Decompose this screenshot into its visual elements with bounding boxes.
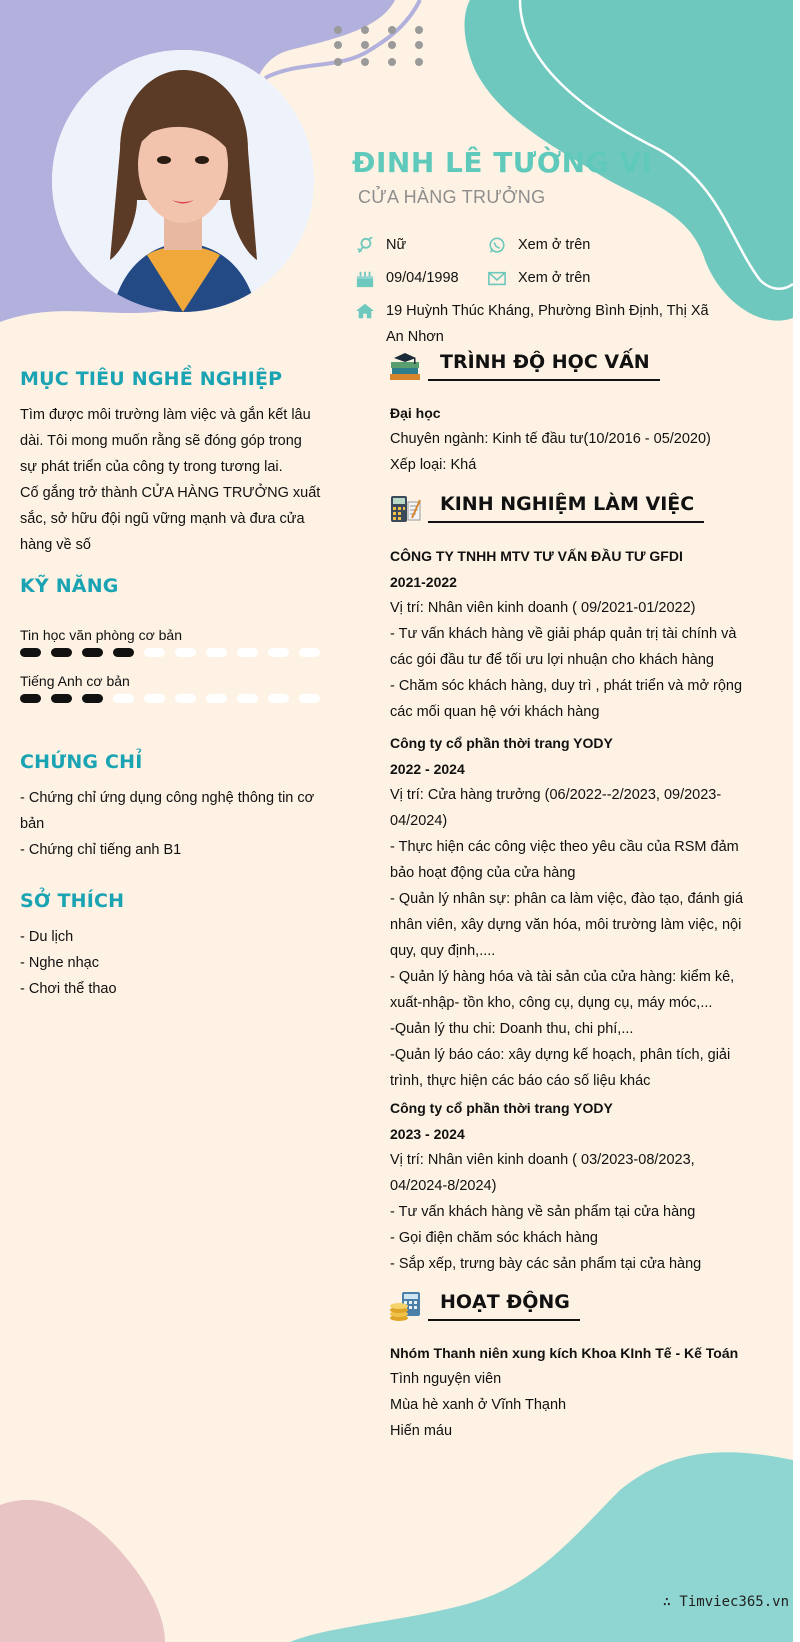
skill-level-bar xyxy=(20,694,320,703)
gender-icon xyxy=(354,237,376,255)
job-title: CỬA HÀNG TRƯỞNG xyxy=(358,187,546,207)
objective-line: Cố gắng trở thành CỬA HÀNG TRƯỞNG xuất xyxy=(20,485,321,501)
objective-line: sắc, sở hữu đội ngũ vững mạnh và đưa cửa xyxy=(20,511,305,527)
objective-line: dài. Tôi mong muốn rằng sẽ đóng góp trong xyxy=(20,433,302,449)
skill-dot-empty xyxy=(175,648,196,657)
phone-icon xyxy=(486,237,508,255)
address-row xyxy=(354,302,709,350)
experience-header xyxy=(388,492,704,524)
certificate-line: - Chứng chỉ tiếng anh B1 xyxy=(20,842,182,858)
hobby-line: - Chơi thể thao xyxy=(20,981,117,997)
certificate-line: - Chứng chỉ ứng dụng công nghệ thông tin cơ xyxy=(20,790,315,806)
hobby-line: - Du lịch xyxy=(20,929,74,945)
job-line: - Quản lý hàng hóa và tài sản của cửa hàng: kiểm kê, xyxy=(390,969,735,985)
books-icon xyxy=(388,350,422,382)
birthday-value: 09/04/1998 xyxy=(386,270,459,286)
grade: Xếp loại: Khá xyxy=(390,457,477,473)
skill-dot-empty xyxy=(237,694,258,703)
skill-dot-empty xyxy=(144,694,165,703)
skill-dot-empty xyxy=(144,648,165,657)
job-line: bảo hoạt động của cửa hàng xyxy=(390,865,576,881)
job-line: 04/2024) xyxy=(390,813,448,829)
education-body xyxy=(390,400,760,478)
skill-name: Tiếng Anh cơ bản xyxy=(20,673,130,689)
job-line: - Thực hiện các công việc theo yêu cầu của RSM đảm xyxy=(390,839,739,855)
skill-dot-empty xyxy=(206,694,227,703)
activity-line: Mùa hè xanh ở Vĩnh Thạnh xyxy=(390,1397,567,1413)
skill-dot-filled xyxy=(51,694,72,703)
pink-blob xyxy=(0,1500,165,1642)
certificates-heading: CHỨNG CHỈ xyxy=(20,751,143,773)
job-entry xyxy=(390,1095,760,1277)
skill-name: Tin học văn phòng cơ bản xyxy=(20,627,182,643)
teal-bottom-blob xyxy=(290,1452,793,1642)
job-line: quy, quy định,.... xyxy=(390,943,496,959)
coins-calculator-icon xyxy=(388,1290,422,1322)
address-line-1: 19 Huỳnh Thúc Kháng, Phường Bình Định, Thị Xã xyxy=(386,303,709,319)
job-company: Công ty cổ phần thời trang YODY xyxy=(390,735,613,751)
mail-icon xyxy=(486,270,508,288)
degree: Đại học xyxy=(390,405,441,421)
activities-heading: HOẠT ĐỘNG xyxy=(428,1291,580,1321)
job-period: 2023 - 2024 xyxy=(390,1126,465,1142)
phone-row xyxy=(486,237,590,255)
job-company: CÔNG TY TNHH MTV TƯ VẤN ĐẦU TƯ GFDI xyxy=(390,548,683,564)
cake-icon xyxy=(354,270,376,288)
calculator-icon xyxy=(388,492,422,524)
job-line: xuất-nhập- tồn kho, công cụ, dụng cụ, máy móc,... xyxy=(390,995,713,1011)
hobby-line: - Nghe nhạc xyxy=(20,955,99,971)
phone-value: Xem ở trên xyxy=(518,237,591,253)
objective-heading: MỤC TIÊU NGHỀ NGHIỆP xyxy=(20,368,283,390)
certificate-line: bản xyxy=(20,816,45,832)
job-line: - Tư vấn khách hàng về sản phẩm tại cửa hàng xyxy=(390,1204,696,1220)
skill-level-bar xyxy=(20,648,320,657)
hobbies-text xyxy=(20,924,340,1002)
activity-line: Tình nguyện viên xyxy=(390,1371,502,1387)
job-line: - Tư vấn khách hàng về giải pháp quản trị tài chính và xyxy=(390,626,737,642)
skill-dot-filled xyxy=(51,648,72,657)
full-name: ĐINH LÊ TƯỜNG VI xyxy=(352,146,653,179)
job-line: Vị trí: Cửa hàng trưởng (06/2022--2/2023, 09/2023- xyxy=(390,787,722,803)
activity-org: Nhóm Thanh niên xung kích Khoa KInh Tế - Kế Toán xyxy=(390,1345,739,1361)
activities-body xyxy=(390,1340,760,1444)
job-period: 2022 - 2024 xyxy=(390,761,465,777)
job-line: các gói đầu tư để tối ưu lợi nhuận cho khách hàng xyxy=(390,652,714,668)
skill-dot-empty xyxy=(206,648,227,657)
skill-dot-empty xyxy=(268,648,289,657)
job-line: trình, thực hiện các báo cáo số liệu khác xyxy=(390,1073,651,1089)
education-heading: TRÌNH ĐỘ HỌC VẤN xyxy=(428,351,660,381)
job-line: - Quản lý nhân sự: phân ca làm việc, đào tạo, đánh giá xyxy=(390,891,744,907)
major: Chuyên ngành: Kinh tế đầu tư(10/2016 - 05/2020) xyxy=(390,431,711,447)
birthday-row xyxy=(354,270,459,288)
job-line: Vị trí: Nhân viên kinh doanh ( 09/2021-01/2022) xyxy=(390,600,696,616)
email-value: Xem ở trên xyxy=(518,270,591,286)
skill-dot-empty xyxy=(175,694,196,703)
activity-line: Hiến máu xyxy=(390,1423,453,1439)
skills-heading: KỸ NĂNG xyxy=(20,575,119,597)
objective-line: sự phát triển của công ty trong tương lai. xyxy=(20,459,283,475)
job-line: -Quản lý thu chi: Doanh thu, chi phí,... xyxy=(390,1021,634,1037)
site-credit: ∴ Timviec365.vn xyxy=(662,1594,789,1610)
job-line: nhân viên, xây dựng văn hóa, môi trường làm việc, nội xyxy=(390,917,742,933)
job-line: - Chăm sóc khách hàng, duy trì , phát triển và mở rộng xyxy=(390,678,743,694)
skill-dot-filled xyxy=(82,694,103,703)
hobbies-heading: SỞ THÍCH xyxy=(20,890,125,912)
education-header xyxy=(388,350,660,382)
job-line: các mối quan hệ với khách hàng xyxy=(390,704,600,720)
job-period: 2021-2022 xyxy=(390,574,457,590)
experience-heading: KINH NGHIỆM LÀM VIỆC xyxy=(428,493,704,523)
activities-header xyxy=(388,1290,580,1322)
skill-dot-empty xyxy=(113,694,134,703)
job-entry xyxy=(390,543,760,725)
email-row xyxy=(486,270,590,288)
job-line: 04/2024-8/2024) xyxy=(390,1178,497,1194)
skill-dot-filled xyxy=(20,694,41,703)
objective-line: Tìm được môi trường làm việc và gắn kết lâu xyxy=(20,407,311,423)
job-line: Vị trí: Nhân viên kinh doanh ( 03/2023-08/2023, xyxy=(390,1152,695,1168)
skill-dot-empty xyxy=(299,648,320,657)
skill-dot-empty xyxy=(237,648,258,657)
portrait-image xyxy=(52,50,314,312)
job-entry xyxy=(390,730,760,1094)
address-line-2: An Nhơn xyxy=(386,329,444,345)
job-company: Công ty cổ phần thời trang YODY xyxy=(390,1100,613,1116)
certificates-text xyxy=(20,785,340,863)
avatar xyxy=(52,50,314,312)
gender-row xyxy=(354,237,406,255)
skill-dot-filled xyxy=(82,648,103,657)
objective-line: hàng về số xyxy=(20,537,91,553)
gender-value: Nữ xyxy=(386,237,407,253)
skill-dot-empty xyxy=(268,694,289,703)
home-icon xyxy=(354,302,376,320)
job-line: - Sắp xếp, trưng bày các sản phẩm tại cửa hàng xyxy=(390,1256,702,1272)
job-line: - Gọi điện chăm sóc khách hàng xyxy=(390,1230,598,1246)
skill-dot-empty xyxy=(299,694,320,703)
job-line: -Quản lý báo cáo: xây dựng kế hoạch, phân tích, giải xyxy=(390,1047,731,1063)
objective-text xyxy=(20,402,340,558)
skill-dot-filled xyxy=(113,648,134,657)
skill-dot-filled xyxy=(20,648,41,657)
